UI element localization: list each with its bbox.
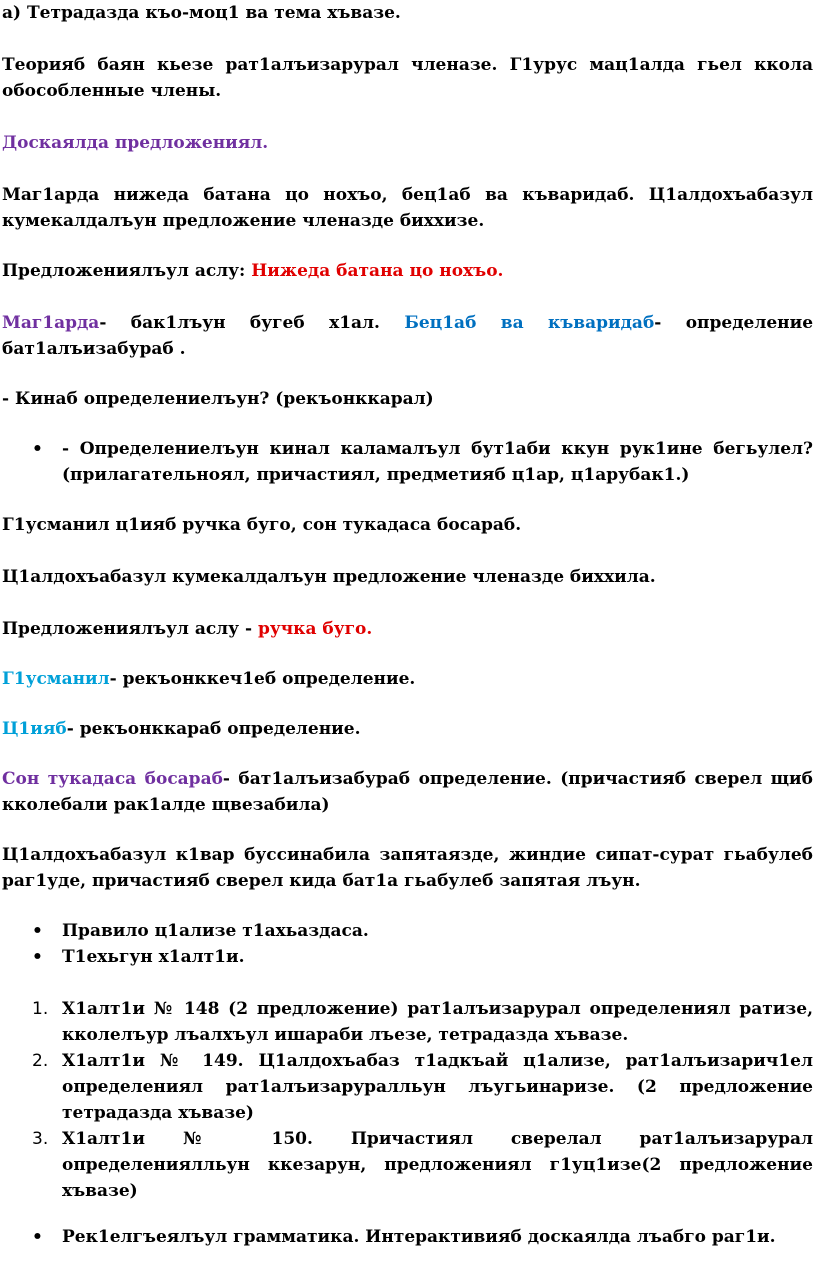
list-item-text: Х1алт1и № 148 (2 предложение) рат1алъизарурал определениял ратизе, кколелъур лъалхъул ишараби лъезе, тетрадазда хъвазе. xyxy=(62,999,813,1045)
highlight-word: Маг1арда xyxy=(2,313,100,333)
analysis-text-end: - определение бат1алъизабураб . xyxy=(2,313,814,359)
highlight-phrase: Бец1аб ва къваридаб xyxy=(404,313,655,333)
list-item xyxy=(2,1048,813,1126)
question-line: - Кинаб определениелъун? (рекъонккарал) xyxy=(2,389,434,409)
list-item xyxy=(2,436,813,488)
theory-paragraph: Теорияб баян кьезе рат1алъизарурал членазе. Г1урус мац1алда гьел ккола обособленные члены. xyxy=(2,55,813,101)
comma-explanation-paragraph: Ц1алдохъабазул к1вар буссинабила запятаязде, жиндие сипат-сурат гьабулеб раг1уде, причастияб сверел кида бат1а гьабулеб запятая лъун. xyxy=(2,845,813,891)
question-bullet-list xyxy=(2,436,813,488)
definition-text: - рекъонккеч1еб определение. xyxy=(109,669,416,689)
sentence-base-label: Предложениялъул аслу: xyxy=(2,261,252,281)
analysis-paragraph-1 xyxy=(2,310,813,362)
highlight-phrase: Сон тукадаса босараб xyxy=(2,769,223,789)
definition-text: - рекъонккараб определение. xyxy=(66,719,361,739)
number-marker: 1. xyxy=(32,999,49,1019)
board-sentences-heading: Доскаялда предложениял. xyxy=(2,133,269,153)
list-item xyxy=(2,918,813,944)
sentence-base-value: ручка буго. xyxy=(257,619,373,639)
example-sentence-2: Г1усманил ц1ияб ручка буго, сон тукадаса босараб. xyxy=(2,515,522,535)
definition-paragraph-3 xyxy=(2,766,813,818)
task-bullet-list xyxy=(2,918,813,970)
exercise-numbered-list xyxy=(2,996,813,1204)
highlight-word: Ц1ияб xyxy=(2,719,67,739)
bullet-marker: • xyxy=(32,947,43,967)
list-item-text: - Определениелъун кинал каламалъул бут1аби ккун рук1ине бегьулел?(прилагательноял, причастиял, предметияб ц1ар, ц1арубак1.) xyxy=(62,439,813,485)
bullet-marker: • xyxy=(32,921,43,941)
analysis-text: - бак1лъун бугеб х1ал. xyxy=(99,313,405,333)
sentence-base-1 xyxy=(2,258,813,284)
number-marker: 3. xyxy=(32,1129,49,1149)
definition-text: - бат1алъизабураб определение. (причастияб сверел щиб кколебали рак1алде щвезабила) xyxy=(2,769,813,815)
list-item xyxy=(2,1126,813,1204)
example-sentence-1-paragraph: Маг1арда нижеда батана цо нохъо, бец1аб ва къваридаб. Ц1алдохъабазул кумекалдалъун предложение членазде биххизе. xyxy=(2,185,813,231)
bullet-marker: • xyxy=(32,1227,43,1247)
list-item-text: Х1алт1и № 150. Причастиял сверелал рат1алъизарурал определениялльун ккезарун, предложениял г1уц1изе(2 предложение хъвазе) xyxy=(62,1129,813,1201)
definition-line-1 xyxy=(2,666,813,692)
list-item xyxy=(2,944,813,970)
list-item-text: Правило ц1ализе т1ахьаздаса. xyxy=(62,921,369,941)
list-item-text: Рек1елгъеялъул грамматика. Интерактивияб доскаялда лъабго раг1и. xyxy=(62,1227,776,1247)
task-line-a: а) Тетрадазда къо-моц1 ва тема хъвазе. xyxy=(2,3,401,23)
parse-instruction: Ц1алдохъабазул кумекалдалъун предложение членазде биххила. xyxy=(2,567,656,587)
bullet-marker: • xyxy=(32,439,43,459)
definition-line-2 xyxy=(2,716,813,742)
sentence-base-label: Предложениялъул аслу - xyxy=(2,619,258,639)
number-marker: 2. xyxy=(32,1051,49,1071)
final-bullet-list xyxy=(2,1224,813,1250)
highlight-word: Г1усманил xyxy=(2,669,110,689)
list-item-text: Т1ехьгун х1алт1и. xyxy=(62,947,245,967)
list-item-text: Х1алт1и № 149. Ц1алдохъабаз т1адкъай ц1ализе, рат1алъизарич1ел определениял рат1алъизаруралльун лъугьинаризе. (2 предложение тетрадазда хъвазе) xyxy=(62,1051,813,1123)
list-item xyxy=(2,996,813,1048)
sentence-base-2 xyxy=(2,616,813,642)
list-item xyxy=(2,1224,813,1250)
sentence-base-value: Нижеда батана цо нохъо. xyxy=(251,261,504,281)
